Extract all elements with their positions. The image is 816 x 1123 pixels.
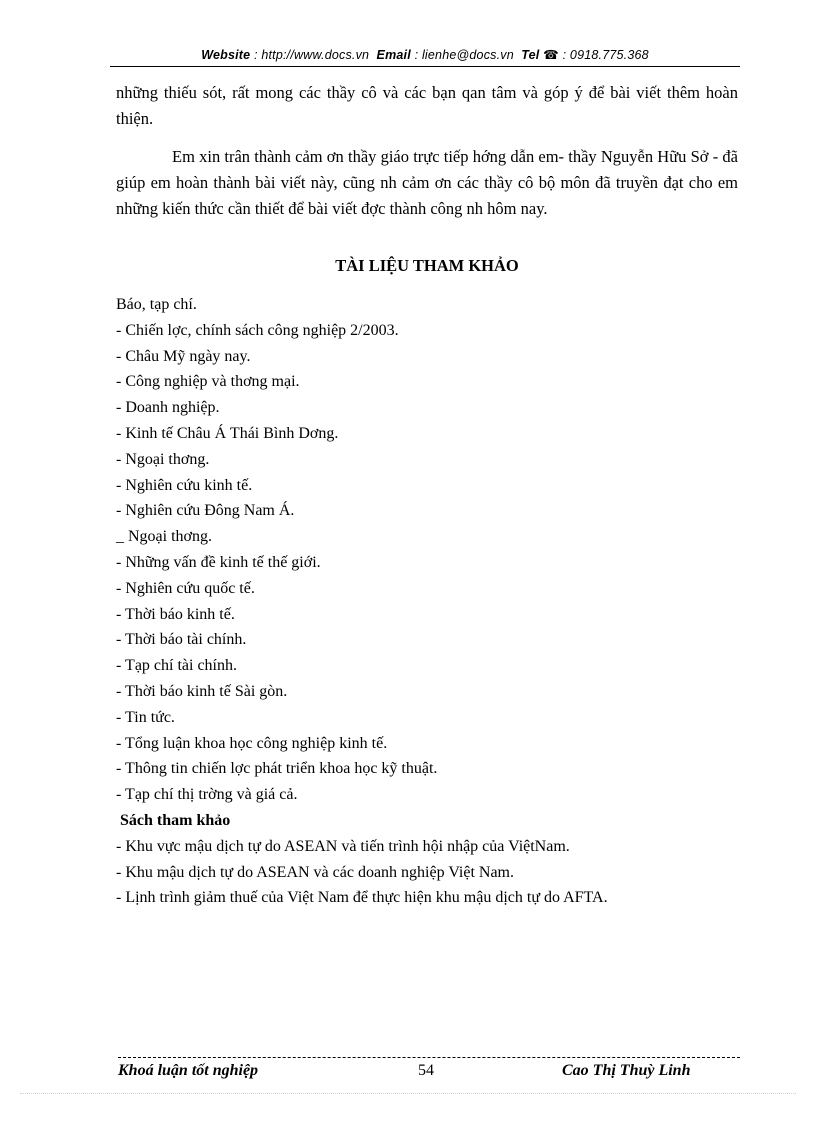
reference-item: - Thời báo kinh tế Sài gòn. (116, 682, 288, 700)
reference-item: Báo, tạp chí. (116, 296, 197, 313)
footer-divider (118, 1057, 740, 1058)
footer-thesis-label: Khoá luận tốt nghiệp (118, 1062, 259, 1079)
reference-item: - Tổng luận khoa học công nghiệp kinh tế. (116, 734, 388, 752)
header-divider (110, 66, 740, 67)
reference-item: - Ngoại thơng. (116, 450, 210, 468)
reference-item: - Nghiên cứu Đông Nam Á. (116, 502, 295, 520)
paragraph-acknowledgement: Em xin trân thành cảm ơn thầy giáo trực tiếp hớng dẫn em- thầy Nguyễn Hữu Sở - đã giúp em hoàn thành bài viết này, cũng nh cảm ơn các thầy cô bộ môn đã truyền đạt cho em những kiến thức cần thiết để bài viết đợc thành công nh hôm nay. (116, 147, 738, 218)
email-value: : lienhe@docs.vn (414, 48, 514, 62)
website-value: : http://www.docs.vn (254, 48, 370, 62)
footer-author: Cao Thị Thuỳ Linh (562, 1062, 691, 1079)
reference-item: - Nghiên cứu kinh tế. (116, 476, 253, 494)
tel-label: Tel (521, 48, 540, 62)
reference-item: - Kinh tế Châu Á Thái Bình Dơng. (116, 424, 339, 442)
reference-item: - Những vấn đề kinh tế thế giới. (116, 553, 321, 571)
paragraph-closing: những thiếu sót, rất mong các thầy cô và các bạn qan tâm và góp ý để bài viết thêm hoàn thiện. (116, 83, 738, 128)
reference-item: - Nghiên cứu quốc tế. (116, 579, 255, 597)
reference-item: - Tin tức. (116, 708, 175, 726)
page-number: 54 (418, 1062, 434, 1079)
book-item: - Lịnh trình giảm thuế của Việt Nam để thực hiện khu mậu dịch tự do AFTA. (116, 889, 608, 907)
book-item: - Khu vực mậu dịch tự do ASEAN và tiến trình hội nhập của ViệtNam. (116, 837, 570, 855)
reference-item: - Tạp chí thị trờng và giá cả. (116, 786, 298, 804)
page-bottom-divider (20, 1093, 796, 1094)
reference-item: _ Ngoại thơng. (116, 528, 213, 546)
reference-item: - Chiến lợc, chính sách công nghiệp 2/2003. (116, 321, 399, 339)
books-heading: Sách tham khảo (120, 811, 231, 829)
references-list (116, 292, 738, 911)
reference-item: - Thông tin chiến lợc phát triển khoa học kỹ thuật. (116, 760, 438, 778)
tel-value: ☎ : 0918.775.368 (543, 48, 649, 62)
reference-item: - Doanh nghiệp. (116, 399, 220, 417)
reference-item: - Châu Mỹ ngày nay. (116, 347, 251, 365)
website-label: Website (201, 48, 251, 62)
email-label: Email (376, 48, 411, 62)
reference-item: - Tạp chí tài chính. (116, 657, 237, 675)
references-title: TÀI LIỆU THAM KHẢO (335, 256, 519, 275)
reference-item: - Thời báo kinh tế. (116, 605, 235, 623)
reference-item: - Thời báo tài chính. (116, 631, 247, 649)
book-item: - Khu mậu dịch tự do ASEAN và các doanh nghiệp Việt Nam. (116, 863, 514, 881)
reference-item: - Công nghiệp và thơng mại. (116, 373, 300, 391)
page-header (110, 47, 740, 62)
